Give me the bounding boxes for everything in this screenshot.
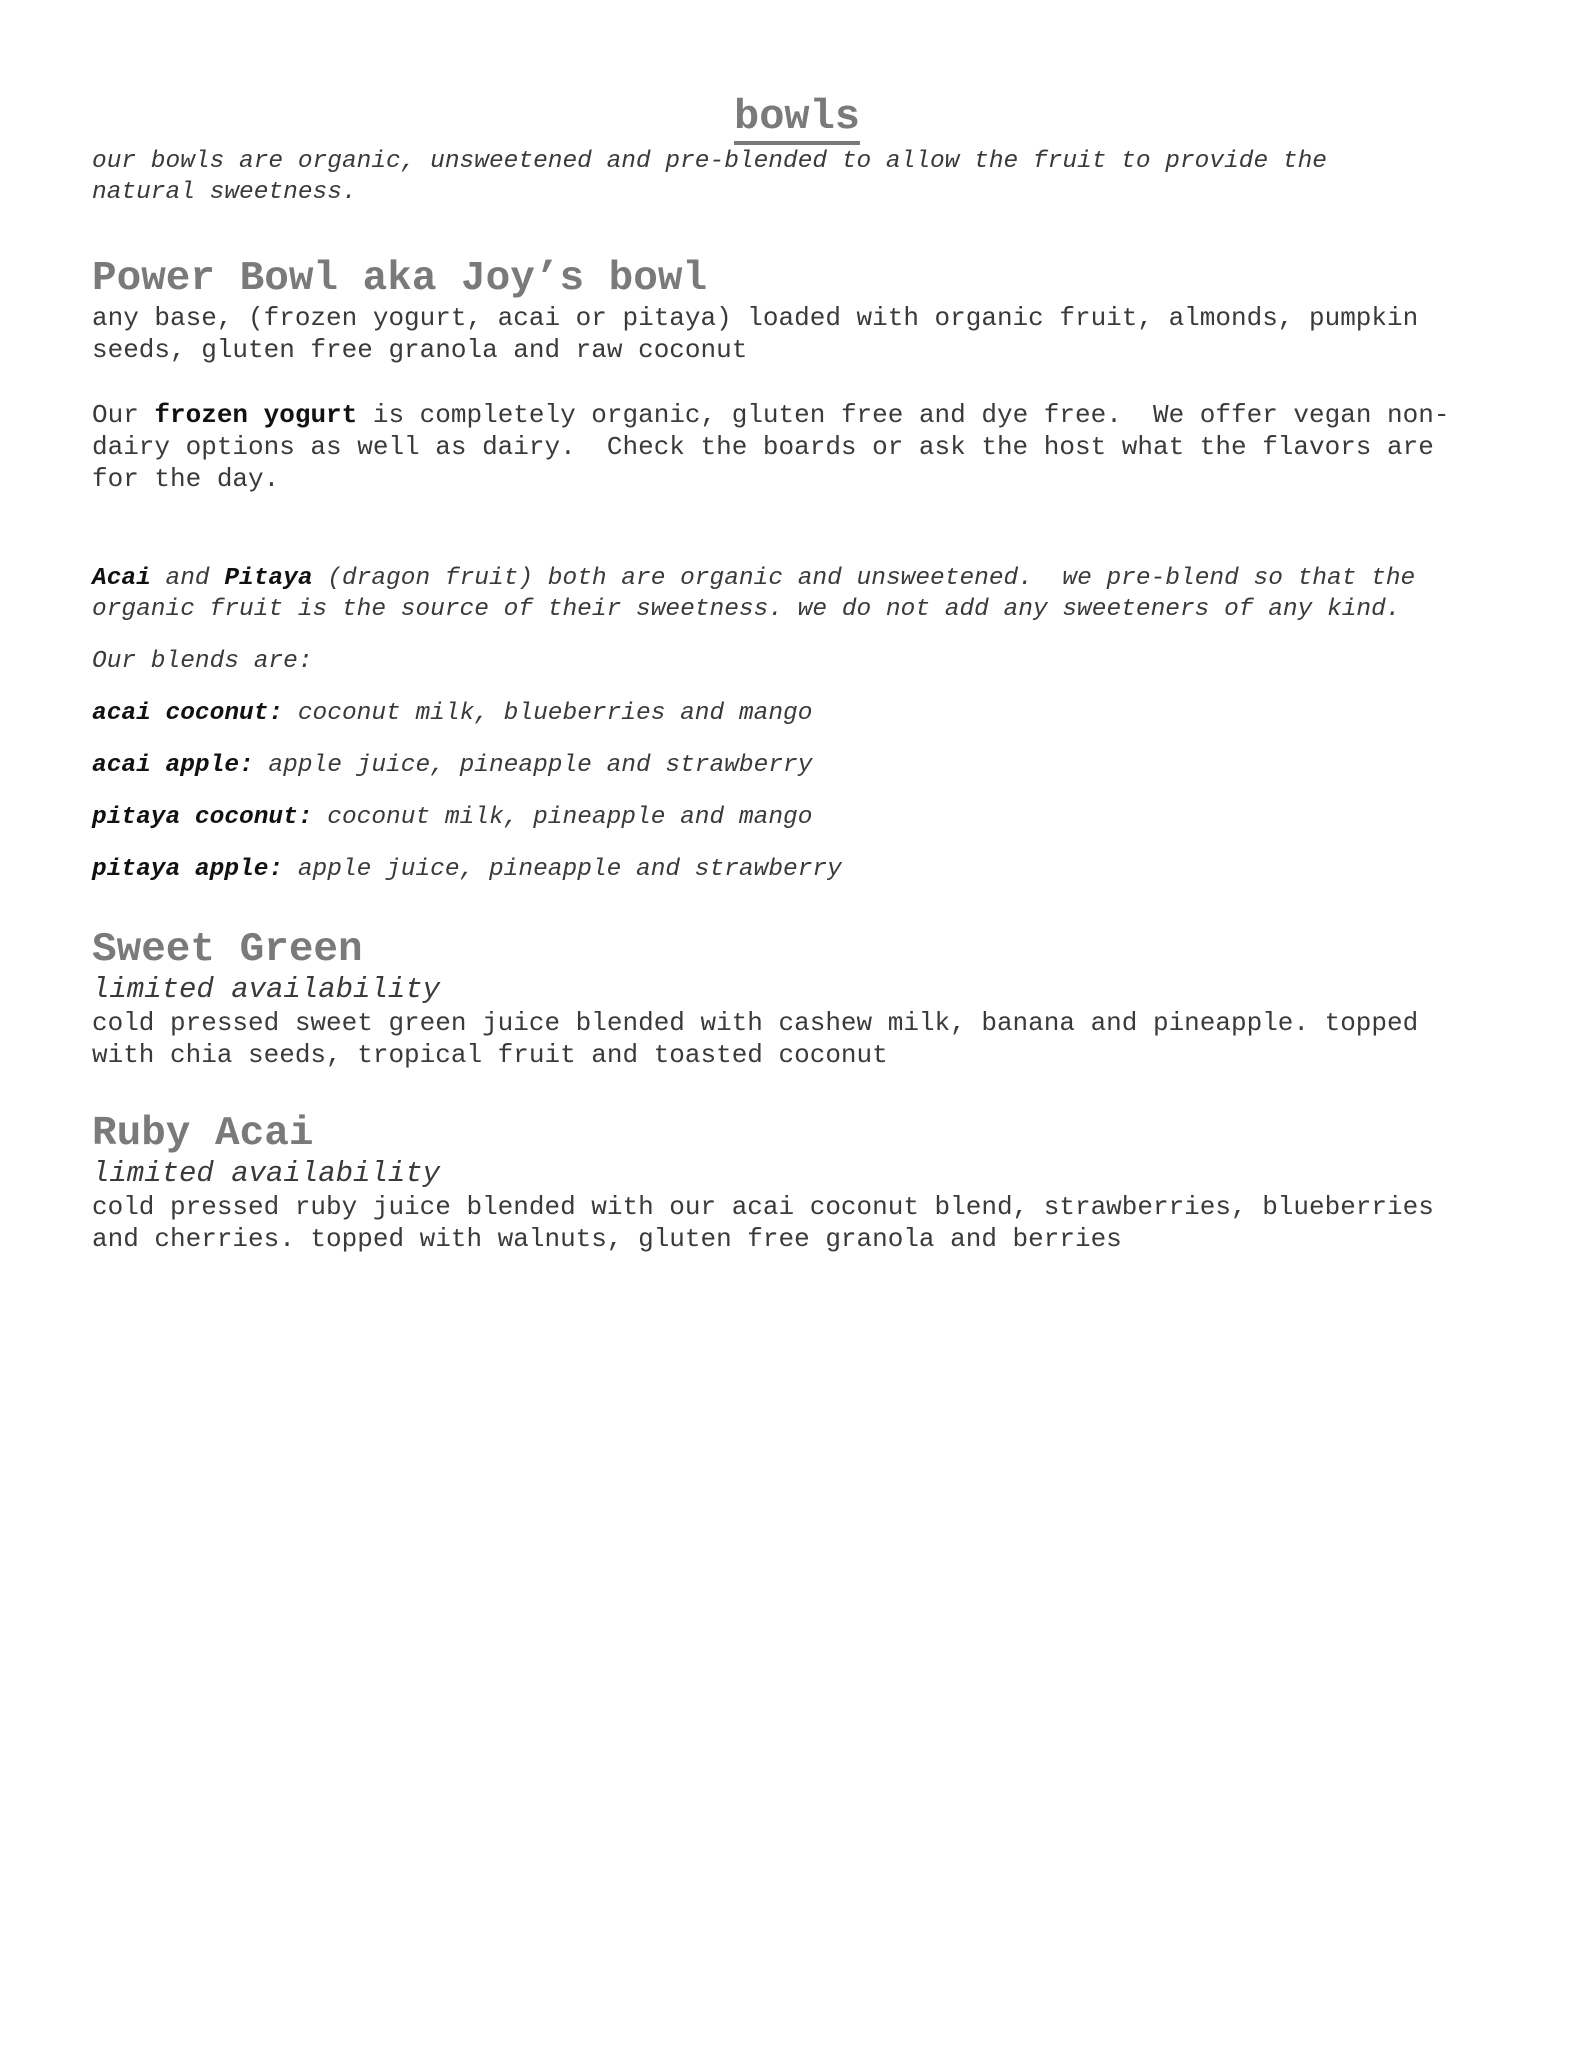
- page-title: [92, 92, 1502, 142]
- blend-name: pitaya apple:: [92, 856, 284, 883]
- intro-text: our bowls are organic, unsweetened and pre-blended to allow the fruit to provide the natural sweetness.: [92, 148, 1328, 206]
- ruby-acai-heading: Ruby Acai: [92, 1111, 314, 1157]
- froyo-bold: frozen yogurt: [154, 400, 358, 430]
- ruby-acai-availability: limited availability: [92, 1157, 441, 1190]
- power-bowl-heading: Power Bowl aka Joy’s bowl: [92, 256, 708, 302]
- blend-desc: coconut milk, blueberries and mango: [283, 700, 813, 727]
- blend-desc: apple juice, pineapple and strawberry: [283, 856, 842, 883]
- blend-item: [92, 698, 1502, 729]
- froyo-post: is completely organic, gluten free and dye free. We offer vegan non-dairy options as well as dairy. Check the boards or ask the host what the flavors are for the day.: [92, 400, 1450, 494]
- sweet-green-description: cold pressed sweet green juice blended with cashew milk, banana and pineapple. topped with chia seeds, tropical fruit and toasted coconut: [92, 1008, 1419, 1070]
- acai-pitaya-text: [92, 563, 1492, 625]
- sweet-green-availability: limited availability: [92, 973, 441, 1006]
- and-text: and: [150, 565, 225, 592]
- acai-bold: Acai: [92, 565, 151, 592]
- blend-name: acai coconut:: [92, 700, 284, 727]
- ruby-acai-description: cold pressed ruby juice blended with our acai coconut blend, strawberries, blueberries and cherries. topped with walnuts, gluten free granola and berries: [92, 1192, 1434, 1254]
- sweet-green-heading: Sweet Green: [92, 927, 363, 973]
- page-title-text: bowls: [734, 93, 860, 145]
- blend-item: [92, 802, 1502, 833]
- pitaya-bold: Pitaya: [224, 565, 313, 592]
- blend-item: [92, 854, 1502, 885]
- blend-name: pitaya coconut:: [92, 804, 313, 831]
- menu-page: [92, 92, 1502, 1255]
- acai-pitaya-rest: (dragon fruit) both are organic and unsweetened. we pre-blend so that the organic fruit is the source of their sweetness. we do not add any sweeteners of any kind.: [92, 565, 1430, 623]
- power-bowl-description: any base, (frozen yogurt, acai or pitaya) loaded with organic fruit, almonds, pumpkin seeds, gluten free granola and raw coconut: [92, 303, 1419, 365]
- froyo-pre: Our: [92, 400, 155, 430]
- blends-label: Our blends are:: [92, 648, 313, 675]
- frozen-yogurt-text: [92, 399, 1492, 495]
- blend-item: [92, 750, 1502, 781]
- blend-name: acai apple:: [92, 752, 254, 779]
- blend-desc: coconut milk, pineapple and mango: [312, 804, 813, 831]
- blend-desc: apple juice, pineapple and strawberry: [253, 752, 813, 779]
